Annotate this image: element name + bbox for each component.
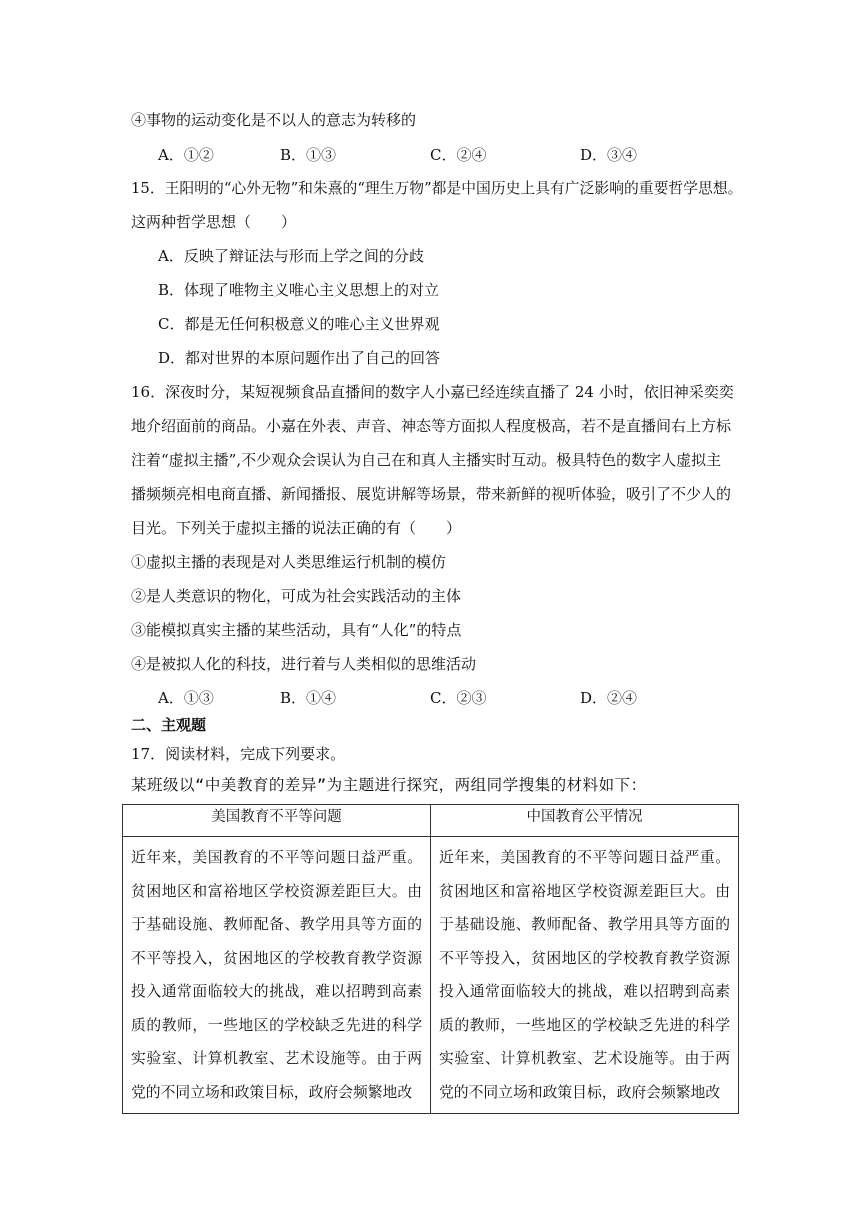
q16-stem-line-4: 播频频亮相电商直播、新闻播报、展览讲解等场景，带来新鲜的视听体验，吸引了不少人的 <box>131 485 732 503</box>
q14-option-b: B．①③ <box>280 146 337 164</box>
q16-statement-2: ②是人类意识的物化，可成为社会实践活动的主体 <box>131 587 462 605</box>
table-cell-cn: 近年来，美国教育的不平等问题日益严重。贫困地区和富裕地区学校资源差距巨大。由于基础设施、教师配备、教学用具等方面的不平等投入，贫困地区的学校教育教学资源投入通常面临较大的挑战，难以招聘到高素质的教师，一些地区的学校缺乏先进的科学实验室、计算机教室、艺术设施等。由于两党的不同立场和政策目标，政府会频繁地改 <box>431 837 739 1114</box>
q14-statement-4: ④事物的运动变化是不以人的意志为转移的 <box>131 111 417 129</box>
q16-stem-line-3: 注着“虚拟主播”,不少观众会误认为自己在和真人主播实时互动。极具特色的数字人虚拟主 <box>131 451 722 469</box>
table-header-row <box>123 805 739 837</box>
q17-intro: 某班级以“中美教育的差异”为主题进行探究，两组同学搜集的材料如下： <box>131 776 647 794</box>
q16-option-b: B．①④ <box>280 689 337 707</box>
table-header-us: 美国教育不平等问题 <box>123 805 431 837</box>
q15-option-d: D．都对世界的本原问题作出了自己的回答 <box>158 349 441 367</box>
q16-option-d: D．②④ <box>580 689 638 707</box>
q16-stem-line-2: 地介绍面前的商品。小嘉在外表、声音、神态等方面拟人程度极高，若不是直播间右上方标 <box>131 417 732 435</box>
table-cell-us: 近年来，美国教育的不平等问题日益严重。贫困地区和富裕地区学校资源差距巨大。由于基础设施、教师配备、教学用具等方面的不平等投入，贫困地区的学校教育教学资源投入通常面临较大的挑战，难以招聘到高素质的教师，一些地区的学校缺乏先进的科学实验室、计算机教室、艺术设施等。由于两党的不同立场和政策目标，政府会频繁地改 <box>123 837 431 1114</box>
q16-statement-3: ③能模拟真实主播的某些活动，具有“人化”的特点 <box>131 621 462 639</box>
q17-stem: 17．阅读材料，完成下列要求。 <box>131 745 346 763</box>
comparison-table <box>122 804 739 1114</box>
q15-option-b: B．体现了唯物主义唯心主义思想上的对立 <box>158 281 440 299</box>
table-row <box>123 837 739 1114</box>
q16-statement-1: ①虚拟主播的表现是对人类思维运行机制的模仿 <box>131 553 447 571</box>
q14-option-c: C．②④ <box>430 146 487 164</box>
q16-statement-4: ④是被拟人化的科技，进行着与人类相似的思维活动 <box>131 655 477 673</box>
q15-stem-line-2: 这两种哲学思想（ ） <box>131 213 297 231</box>
q16-stem-line-5: 目光。下列关于虚拟主播的说法正确的有（ ） <box>131 519 462 537</box>
q16-option-c: C．②③ <box>430 689 487 707</box>
q16-option-a: A．①③ <box>158 689 214 707</box>
q15-stem-line-1: 15．王阳明的“心外无物”和朱熹的“理生万物”都是中国历史上具有广泛影响的重要哲学思想。 <box>131 180 743 197</box>
q14-option-d: D．③④ <box>580 146 638 164</box>
q16-stem-line-1: 16．深夜时分，某短视频食品直播间的数字人小嘉已经连续直播了 24 小时，依旧神采奕奕 <box>131 383 734 401</box>
q15-option-a: A．反映了辩证法与形而上学之间的分歧 <box>158 247 424 265</box>
section-heading: 二、主观题 <box>131 716 207 734</box>
table-header-cn: 中国教育公平情况 <box>431 805 739 837</box>
q14-option-a: A．①② <box>158 146 214 164</box>
q15-option-c: C．都是无任何积极意义的唯心主义世界观 <box>158 315 440 333</box>
